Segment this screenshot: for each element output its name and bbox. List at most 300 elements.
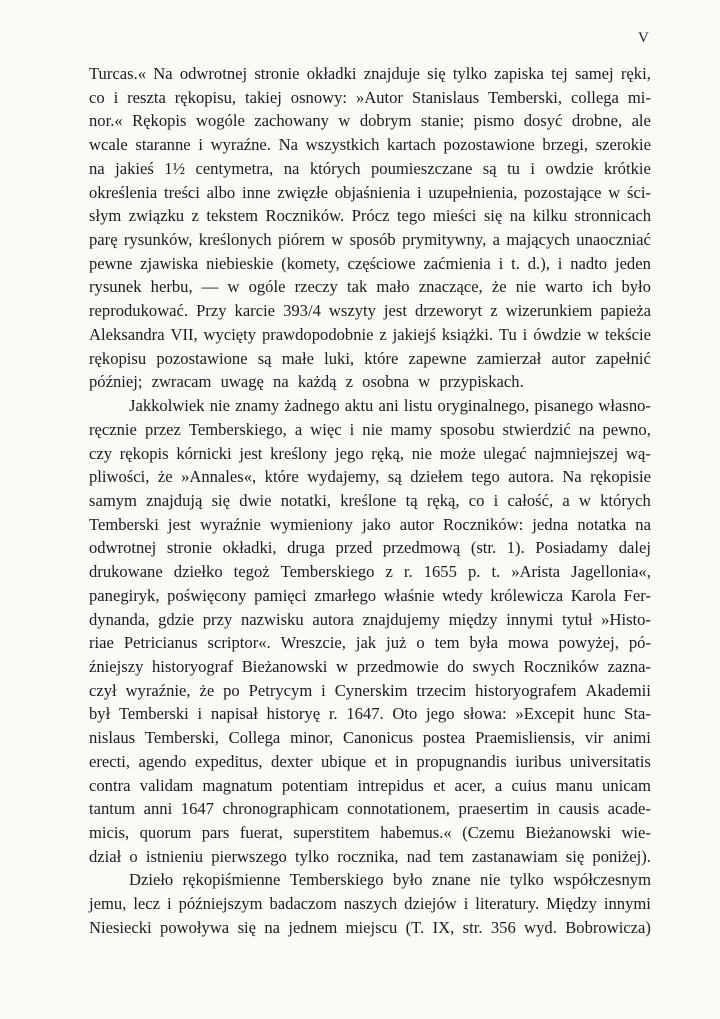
word: rocznika, [337,846,399,866]
word: znane [431,870,471,890]
word: i [463,894,469,914]
word: że [491,277,507,297]
text-line [89,845,651,869]
word: jak [355,633,377,653]
word: erecti, [89,751,130,771]
word: na [89,158,105,178]
word: badaczom [269,894,337,914]
word: Temberski [89,514,159,534]
word: ręki, [620,64,651,83]
word: słowa: [463,704,507,724]
word: universitatis [569,751,651,771]
word: dział [89,846,122,866]
word: ich [592,277,613,297]
text-line [89,536,651,560]
page-number: V [638,30,650,46]
word: poświęcony [167,585,247,605]
word: zwracam [151,372,212,392]
word: się [427,64,446,83]
word: albo [206,182,236,202]
word: Bobrowicza) [565,917,651,937]
word: jeden [614,253,651,273]
word: inne [241,182,271,202]
word: anni [143,799,173,819]
word: Temberskiego [280,562,375,582]
word: oryginalnego, [437,396,530,416]
word: Collega [228,728,281,748]
word: superstitem [293,823,370,842]
word: znaczące, [418,277,483,297]
word: że [199,680,215,700]
word: collega [570,87,619,107]
word: Rękopis [132,111,187,131]
word: małe [281,348,314,368]
word: i [417,182,422,202]
word: a [294,419,303,439]
word: do [447,656,464,676]
word: postea [422,728,466,748]
word: o [129,846,138,866]
word: »Annales«, [181,467,257,487]
word: brzegi, [542,135,589,155]
word: historyę [266,704,321,724]
word: 1647. [346,704,384,724]
word: nislaus [89,728,136,748]
word: Petricianus [123,633,198,653]
word: t. [491,562,501,582]
word: d.), [527,253,550,273]
word: i [493,490,499,510]
word: Oto [392,704,418,724]
text-line [89,560,651,584]
word: mało [376,277,410,297]
word: czył [89,680,117,700]
word: pismo [473,111,515,131]
word: praesertim [458,799,529,819]
word: rękopis [119,443,169,463]
text-line [89,868,651,892]
word: współczesnym [553,870,651,890]
word: p. [467,562,481,582]
word: krótkie [603,158,651,178]
word: druga [287,538,325,558]
text-line [89,679,651,703]
word: owdzie [545,158,594,178]
word: między [448,609,498,629]
word: prymitywny, [402,230,487,250]
word: Dzieło [129,870,174,890]
word: i [321,680,326,700]
word: Między [546,894,597,914]
word: i [198,135,203,155]
word: i [498,253,504,273]
text-line [89,394,651,418]
word: są [482,158,497,178]
word: są [257,348,272,368]
word: hunc [583,704,616,724]
word: się [483,206,503,226]
text-line [89,86,651,110]
word: tą [405,490,418,510]
word: poniżej). [592,846,651,866]
word: jemu, [89,894,127,914]
text-line [89,513,651,537]
word: reszta [127,87,166,107]
word: prawdopodobnie [261,324,374,344]
word: kreślonych [198,230,272,250]
word: rękopisie [590,467,651,487]
word: potentiam [281,775,349,795]
word: już [386,633,407,653]
word: zapełnić [595,348,651,368]
word: treści [163,182,200,202]
word: causis [558,799,600,819]
word: Na [562,467,582,487]
word: dalej [618,538,651,558]
word: sposobu [440,419,495,439]
word: później; [89,372,143,392]
word: a [492,230,500,250]
word: z [490,301,498,321]
word: całość, [507,490,554,510]
word: cuius [511,775,547,795]
word: wcale [89,135,128,155]
text-line [89,62,651,86]
word: tegoż [233,562,270,582]
word: naszych [343,894,398,914]
word: mieści [433,206,477,226]
text-line [89,608,651,632]
word: nie [480,870,501,890]
word: z [345,372,354,392]
word: tantum [89,799,136,819]
word: i [349,419,355,439]
word: niebieskie [206,253,274,273]
word: nadto [570,253,608,273]
word: Karola [570,585,616,605]
word: zamierzał [476,348,542,368]
word: aktu [344,396,374,416]
word: 1½ [164,158,186,178]
word: — [201,277,219,297]
word: na [264,917,281,937]
word: wycięty [203,324,257,344]
word: jego [426,704,455,724]
word: w [608,182,621,202]
word: kilku [532,206,568,226]
word: pozostawione [156,348,248,368]
text-line [89,323,651,347]
word: zmarłego [314,585,377,605]
word: pamięci [254,585,307,605]
word: pierwszego [211,846,287,866]
word: pars [201,823,230,842]
word: kórnicki [176,443,232,463]
word: powyżej, [558,633,619,653]
word: pliwości, [89,467,150,487]
word: tylko [294,846,330,866]
word: contra [89,775,131,795]
word: Temberski [118,704,189,724]
text-line [89,157,651,181]
word: tem [438,846,464,866]
word: manu [555,775,593,795]
word: intrepidus [357,775,424,795]
word: centymetra, [195,158,274,178]
word: gdzie [158,609,195,629]
word: micis, [89,823,130,842]
word: kartach [387,135,436,155]
word: vir [584,728,604,748]
word: co [89,87,105,107]
word: wyraźne. [210,135,271,155]
word: quorum [139,823,192,842]
text-line [89,299,651,323]
word: i [197,704,203,724]
word: in [537,799,550,819]
word: tu [507,158,520,178]
word: przypiskach. [439,372,524,392]
word: autora. [508,467,554,487]
text-line [89,252,651,276]
word: tytuł [562,609,593,629]
text-line [89,892,651,916]
word: królewicza [490,585,564,605]
text-line [89,275,651,299]
word: stronie [166,538,213,558]
word: było [392,870,423,890]
word: było [621,277,651,297]
text-line [89,465,651,489]
word: tej [551,64,568,83]
word: pozostające [524,182,602,202]
word: tekście [604,324,651,344]
word: chronographicam [222,799,339,819]
word: samej [574,64,614,83]
word: expeditus, [194,751,263,771]
word: drukowane [89,562,163,582]
word: w [227,277,240,297]
text-line [89,702,651,726]
word: pisanego [534,396,594,416]
word: magnatum [202,775,273,795]
word: ówdzie [533,324,582,344]
word: przedmową [382,538,461,558]
word: ręką, [371,443,404,463]
word: na [578,419,595,439]
word: okładki, [222,538,277,558]
word: ści- [627,182,651,202]
word: scriptor«. [207,633,271,653]
word: w [578,490,591,510]
word: zjawiska [140,253,199,273]
word: warto [545,277,583,297]
word: autor [551,348,586,368]
word: w [587,324,599,344]
word: objaśnienia [334,182,411,202]
word: osobna [362,372,410,392]
text-line [89,181,651,205]
word: r. [328,704,338,724]
word: jest [383,301,407,321]
word: Posiadamy [535,538,609,558]
word: Roczników [523,656,600,676]
word: Bieżanowski [241,656,328,676]
word: znajdujemy [362,609,440,629]
text-line [89,821,651,845]
word: jakieś [115,158,154,178]
word: napisał [210,704,258,724]
word: stanie; [420,111,465,131]
word: ogóle [248,277,286,297]
word: unaoczniać [576,230,651,250]
word: rękopiśmienne [182,870,281,890]
word: Cynerskim [334,680,408,700]
word: jakiejś [392,324,436,344]
word: jako [362,514,391,534]
word: »Histo- [601,609,651,629]
text-line [89,750,651,774]
word: określenia [89,182,158,202]
word: sposób [349,230,396,250]
word: lecz [133,894,161,914]
word: późniejszym [178,894,263,914]
word: zaćmienia [423,253,491,273]
word: najmniejszej [534,443,619,463]
word: r. [403,562,413,582]
word: przed [335,538,373,558]
word: tem [434,633,460,653]
word: osnowy: [290,87,348,107]
word: Jagellonia«, [571,562,651,582]
word: dziejów [404,894,457,914]
word: i [557,253,563,273]
word: wszyty [328,301,376,321]
word: wydajemy, [307,467,380,487]
word: ręcznie [89,419,137,439]
word: z [379,324,387,344]
word: (str. [470,538,497,558]
word: notatka [577,514,627,534]
word: dosyć [523,111,563,131]
word: agendo [138,751,187,771]
text-line [89,631,651,655]
word: str. [462,917,483,937]
text-line [89,204,651,228]
word: literatury. [475,894,540,914]
word: dynanda, [89,609,150,629]
word: trzecim [416,680,467,700]
word: connotationem, [347,799,450,819]
word: stwierdzić [502,419,571,439]
word: Temberskiego [289,870,384,890]
text-line [89,774,651,798]
word: tylko [509,870,544,890]
word: acade- [607,799,651,819]
word: nie [411,443,432,463]
word: Przy [196,301,227,321]
word: uwagę [220,372,264,392]
word: zachowany [254,111,329,131]
word: drobne, [571,111,623,131]
word: odwrotnej [89,538,157,558]
word: Temberski, [144,728,219,748]
word: i [522,324,528,344]
word: jest [167,514,191,534]
word: 1647 [180,799,214,819]
word: minor, [290,728,334,748]
word: rzeczy [294,277,338,297]
word: poumieszczane [371,158,473,178]
word: Wreszcie, [280,633,346,653]
word: herbu, [150,277,193,297]
text-line [89,347,651,371]
word: dziełem [410,467,463,487]
word: propugnandis [416,751,507,771]
word: listu [403,396,433,416]
word: pó- [628,633,651,653]
word: swych [472,656,515,676]
word: papieża [600,301,651,321]
word: kreślony [270,443,328,463]
word: książki. [441,324,494,344]
word: co [468,490,485,510]
word: a [562,490,570,510]
word: Fer- [623,585,651,605]
word: Temberskiego, [188,419,287,439]
word: Roczników: [442,514,524,534]
word: 1655 [423,562,457,582]
word: nie [209,396,230,416]
word: (Czemu [462,823,515,842]
word: i [113,87,119,107]
word: ani [378,396,399,416]
word: nie [362,419,383,439]
word: zwięzłe [277,182,328,202]
word: acer, [454,775,486,795]
word: wą- [626,443,651,463]
word: mowa [508,633,549,653]
word: o [416,633,425,653]
word: 356 [490,917,516,937]
word: związku [128,206,185,226]
word: panegiryk, [89,585,160,605]
word: mamy [390,419,433,439]
word: in [395,751,408,771]
word: Na [153,64,173,83]
word: mających [506,230,570,250]
word: staranne [135,135,191,155]
word: jest [239,443,263,463]
body-text [89,62,651,940]
word: mi- [627,87,651,107]
word: a [494,775,503,795]
word: Na [278,135,298,155]
word: wyraźnie, [125,680,191,700]
word: które [364,348,399,368]
word: ulegać [483,443,527,463]
word: Temberski, [488,87,563,107]
word: dexter [271,751,313,771]
word: samym [89,490,137,510]
word: fuerat, [239,823,283,842]
word: animi [613,728,651,748]
text-line [89,726,651,750]
word: Prócz [351,206,390,226]
word: była [469,633,499,653]
word: iuribus [515,751,562,771]
word: »Autor [355,87,403,107]
